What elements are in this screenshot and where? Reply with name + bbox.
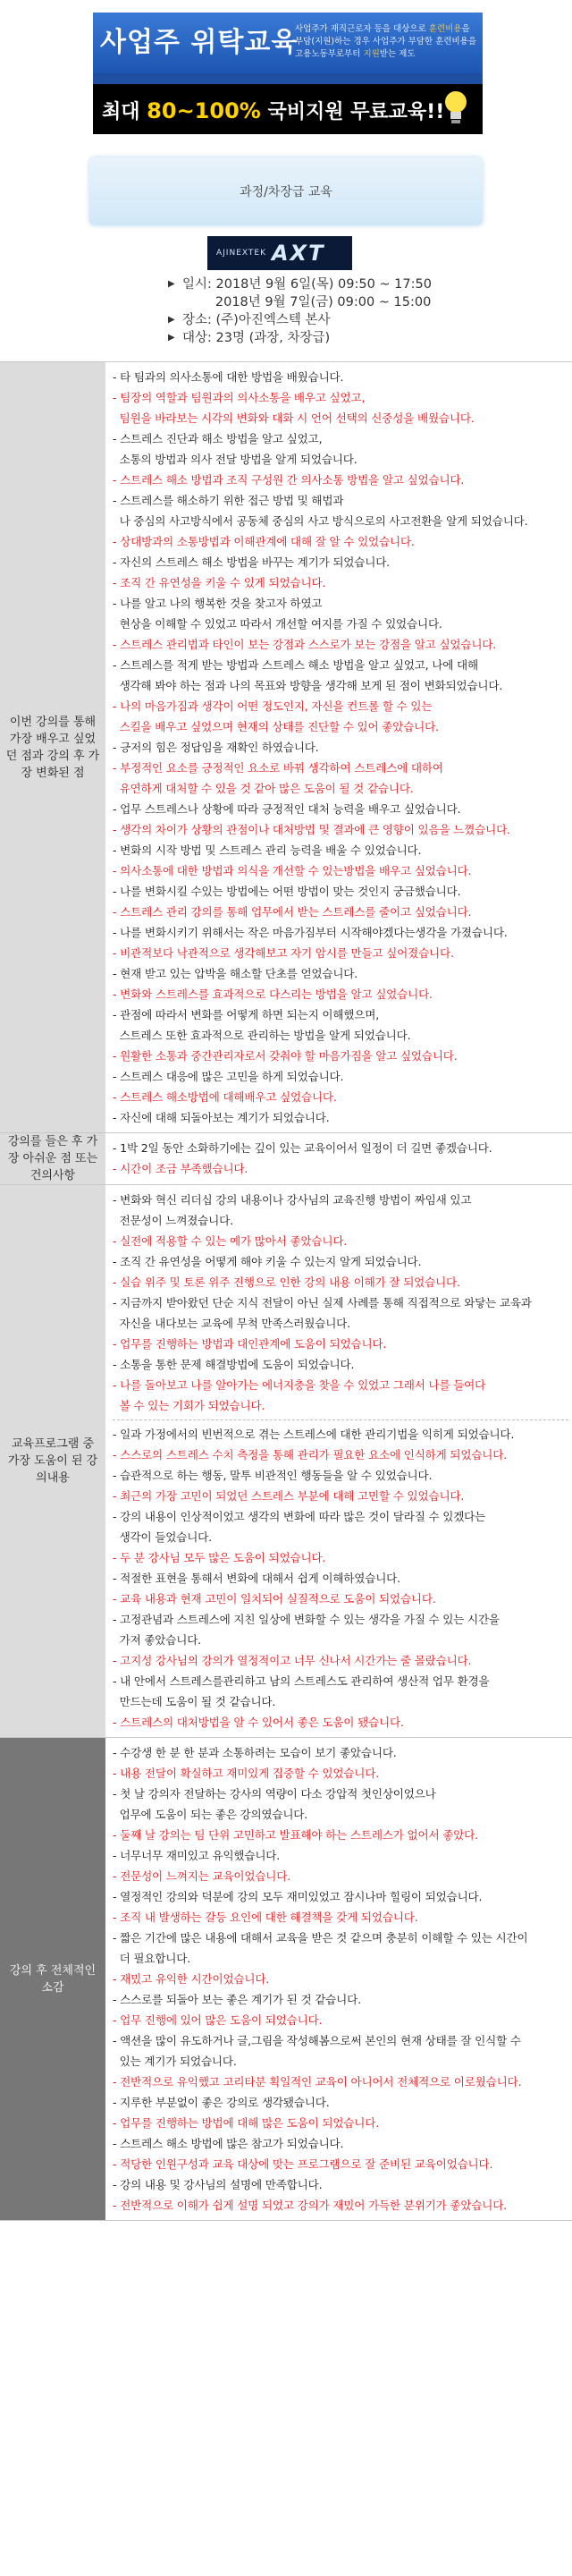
feedback-line: - 자신의 스트레스 해소 방법을 바꾸는 계기가 되었습니다.: [113, 555, 390, 569]
feedback-line: - 관점에 따라서 변화를 어떻게 하면 되는지 이해했으며,: [113, 1008, 380, 1021]
feedback-line: 팀원을 바라보는 시각의 변화와 대화 시 언어 선택의 신중성을 배웠습니다.: [113, 411, 475, 425]
bullet-triangle-icon: ▶: [168, 333, 175, 343]
feedback-line: - 타 팀과의 의사소통에 대한 방법을 배웠습니다.: [113, 370, 344, 384]
course-title: 과정/차장급 교육: [240, 185, 332, 199]
feedback-line: 더 필요합니다.: [113, 1952, 191, 1965]
section-content: [105, 1738, 572, 2220]
feedback-table: [0, 361, 572, 2221]
feedback-line: - 스트레스 진단과 해소 방법을 알고 싶었고,: [113, 432, 323, 445]
logo-company-name: AJINEXTEK: [216, 249, 266, 258]
feedback-section: [0, 362, 572, 1133]
feedback-line: 현상을 이해할 수 있었고 따라서 개선할 여지를 가질 수 있었습니다.: [113, 617, 442, 631]
feedback-line: - 스트레스 관리 강의를 통해 업무에서 받는 스트레스를 줄이고 싶었습니다.: [113, 905, 472, 919]
feedback-line: - 지루한 부분없이 좋은 강의로 생각됐습니다.: [113, 2096, 330, 2109]
feedback-line: - 지금까지 받아왔던 단순 지식 전달이 아닌 실제 사례를 통해 직접적으로 와닿는 교육과: [113, 1296, 532, 1309]
course-title-bar: [89, 157, 483, 225]
promo-banner[interactable]: [93, 13, 483, 134]
feedback-line: - 스스로의 스트레스 수치 측정을 통해 관리가 필요한 요소에 인식하게 되었습니다.: [113, 1448, 508, 1462]
feedback-line: - 조직 내 발생하는 갈등 요인에 대한 해결책을 갖게 되었습니다.: [113, 1911, 418, 1924]
feedback-line: 소통의 방법과 의사 전달 방법을 알게 되었습니다.: [113, 453, 358, 466]
feedback-line: - 변화와 스트레스를 효과적으로 다스리는 방법을 알고 싶었습니다.: [113, 987, 433, 1001]
feedback-line: - 나를 돌아보고 나를 알아가는 에너지충을 찾을 수 있었고 그래서 나를 들여다: [113, 1378, 486, 1392]
feedback-line: - 스트레스 해소 방법과 조직 구성원 간 의사소통 방법을 알고 싶었습니다.: [113, 473, 465, 487]
section-label: 강의를 들은 후 가장 아쉬운 점 또는 건의사항: [0, 1133, 105, 1184]
feedback-line: - 습관적으로 하는 행동, 말투 비관적인 행동들을 알 수 있었습니다.: [113, 1469, 433, 1482]
feedback-line: - 나의 마음가짐과 생각이 어떤 정도인지, 자신을 컨트롤 할 수 있는: [113, 699, 433, 713]
course-info: [168, 275, 432, 347]
logo-mark: AXT: [271, 241, 325, 266]
info-date-1: 일시: 2018년 9월 6일(목) 09:50 ~ 17:50: [182, 277, 432, 292]
feedback-line: - 나를 변화시키기 위해서는 작은 마음가짐부터 시작해야겠다는생각을 가졌습니다.: [113, 926, 508, 939]
feedback-section: [0, 1133, 572, 1185]
feedback-line: 업무에 도움이 되는 좋은 강의였습니다.: [113, 1808, 308, 1821]
section-content: [105, 1185, 572, 1737]
feedback-line: - 변화와 혁신 리더십 강의 내용이나 강사님의 교육진행 방법이 짜임새 있고: [113, 1193, 472, 1207]
feedback-line: - 업무 스트레스나 상황에 따라 긍정적인 대처 능력을 배우고 싶었습니다.: [113, 802, 461, 816]
feedback-line: - 고정관념과 스트레스에 지친 일상에 변화할 수 있는 생각을 가질 수 있는 시간을: [113, 1613, 500, 1626]
feedback-line: 만드는데 도움이 될 것 같습니다.: [113, 1695, 276, 1708]
feedback-line: - 두 분 강사님 모두 많은 도움이 되었습니다.: [113, 1551, 326, 1564]
feedback-line: - 짧은 기간에 많은 내용에 대해서 교육을 받은 것 같으며 충분히 이해할 수 있는 시간이: [113, 1931, 528, 1945]
feedback-line: 자신을 내다보는 교육에 무척 만족스러웠습니다.: [113, 1317, 350, 1330]
feedback-line: 스킬을 배우고 싶었으며 현재의 상태를 진단할 수 있어 좋았습니다.: [113, 720, 439, 733]
feedback-line: - 부정적인 요소를 긍정적인 요소로 바꿔 생각하여 스트레스에 대하여: [113, 761, 443, 775]
feedback-line: - 적절한 표현을 통해서 변화에 대해서 쉽게 이해하였습니다.: [113, 1572, 400, 1585]
feedback-line: - 스트레스를 적게 받는 방법과 스트레스 해소 방법을 알고 싶었고, 나에 대해: [113, 658, 478, 672]
banner-headline: 최대 80~100% 국비지원 무료교육!!: [102, 98, 445, 123]
feedback-line: - 스트레스 대응에 많은 고민을 하게 되었습니다.: [113, 1070, 344, 1083]
feedback-line: - 소통을 통한 문제 해결방법에 도움이 되었습니다.: [113, 1358, 355, 1371]
feedback-line: 유연하게 대처할 수 있을 것 같아 많은 도움이 될 것 같습니다.: [113, 782, 414, 795]
feedback-line: - 내용 전달이 확실하고 재미있게 집중할 수 있었습니다.: [113, 1767, 380, 1780]
feedback-line: - 업무를 진행하는 방법과 대인관계에 도움이 되었습니다.: [113, 1337, 387, 1351]
feedback-line: - 실습 위주 및 토론 위주 진행으로 인한 강의 내용 이해가 잘 되었습니다.: [113, 1275, 460, 1289]
group-divider: [113, 1419, 568, 1420]
feedback-line: 가져 좋았습니다.: [113, 1633, 201, 1647]
feedback-line: - 내 안에서 스트레스를관리하고 남의 스트레스도 관리하여 생산적 업무 환경을: [113, 1674, 490, 1688]
feedback-line: - 수강생 한 분 한 분과 소통하려는 모습이 보기 좋았습니다.: [113, 1746, 397, 1759]
banner-title: 사업주 위탁교육: [100, 27, 299, 58]
section-content: [105, 1133, 572, 1184]
feedback-line: - 고지성 강사님의 강의가 열정적이고 너무 신나서 시간가는 줄 몰랐습니다.: [113, 1654, 472, 1667]
feedback-line: - 시간이 조금 부족했습니다.: [113, 1162, 248, 1175]
section-label: 이번 강의를 통해 가장 배우고 싶었던 점과 강의 후 가장 변화된 점: [0, 362, 105, 1132]
feedback-line: - 재밌고 유익한 시간이었습니다.: [113, 1972, 270, 1986]
feedback-line: - 상대방과의 소통방법과 이해관계에 대해 잘 알 수 있었습니다.: [113, 535, 415, 548]
feedback-line: - 교육 내용과 현재 고민이 일치되어 실질적으로 도움이 되었습니다.: [113, 1592, 436, 1606]
section-content: [105, 362, 572, 1132]
lightbulb-icon: [440, 88, 472, 127]
feedback-line: 전문성이 느껴졌습니다.: [113, 1214, 233, 1227]
feedback-line: - 스트레스 관리법과 타인이 보는 강점과 스스로가 보는 강점을 알고 싶었습니다.: [113, 638, 497, 651]
feedback-line: - 현재 받고 있는 압박을 해소할 단초를 얻었습니다.: [113, 967, 358, 980]
feedback-line: - 스트레스 해소 방법에 많은 참고가 되었습니다.: [113, 2137, 344, 2150]
bullet-triangle-icon: ▶: [168, 279, 175, 289]
info-date-2: 2018년 9월 7일(금) 09:00 ~ 15:00: [182, 295, 432, 309]
feedback-line: - 스트레스를 해소하기 위한 접근 방법 및 해법과: [113, 494, 344, 507]
feedback-line: - 원활한 소통과 중간관리자로서 갖춰야 할 마음가짐을 알고 싶었습니다.: [113, 1049, 458, 1063]
section-label: 교육프로그램 중 가장 도움이 된 강의내용: [0, 1185, 105, 1737]
feedback-line: - 스트레스 해소방법에 대해배우고 싶었습니다.: [113, 1090, 337, 1104]
feedback-line: - 강의 내용이 인상적이었고 생각의 변화에 따라 많은 것이 달라질 수 있겠다는: [113, 1510, 486, 1523]
banner-subtitle: 사업주가 재직근로자 등을 대상으로 훈련비용을 부담(지원)하는 경우 사업주가 부담한 훈련비용을 고용노동부로부터 지원받는 제도: [295, 24, 477, 59]
feedback-line: - 1박 2일 동안 소화하기에는 깊이 있는 교육이어서 일정이 더 길면 좋겠습니다.: [113, 1141, 492, 1155]
feedback-line: - 팀장의 역할과 팀원과의 의사소통을 배우고 싶었고,: [113, 391, 366, 404]
feedback-line: - 비관적보다 낙관적으로 생각해보고 자기 암시를 만들고 싶어졌습니다.: [113, 946, 454, 960]
feedback-line: - 일과 가정에서의 빈번적으로 겪는 스트레스에 대한 관리기법을 익히게 되었습니다.: [113, 1428, 515, 1441]
feedback-line: - 스스로를 되돌아 보는 좋은 계기가 된 것 같습니다.: [113, 1993, 361, 2006]
feedback-line: - 최근의 가장 고민이 되었던 스트레스 부분에 대해 고민할 수 있었습니다.: [113, 1489, 465, 1503]
feedback-line: - 업무 진행에 있어 많은 도움이 되었습니다.: [113, 2013, 323, 2027]
feedback-line: - 둘째 날 강의는 팀 단위 고민하고 발표해야 하는 스트레스가 없어서 좋았다.: [113, 1828, 478, 1842]
feedback-line: - 나를 알고 나의 행복한 것을 찾고자 하였고: [113, 597, 323, 610]
info-location: 장소: (주)아진엑스텍 본사: [182, 313, 331, 327]
feedback-line: - 실전에 적용할 수 있는 예가 많아서 좋았습니다.: [113, 1234, 348, 1248]
feedback-section: [0, 1738, 572, 2221]
feedback-line: - 업무를 진행하는 방법에 대해 많은 도움이 되었습니다.: [113, 2116, 380, 2130]
feedback-line: - 나를 변화시킬 수있는 방법에는 어떤 방법이 맞는 것인지 궁금했습니다.: [113, 885, 461, 898]
bullet-triangle-icon: ▶: [168, 315, 175, 325]
feedback-line: - 조직 간 유연성을 키울 수 있게 되었습니다.: [113, 576, 326, 589]
company-logo: [207, 236, 352, 270]
info-target: 대상: 23명 (과장, 차장급): [182, 331, 331, 345]
feedback-line: - 의사소통에 대한 방법과 의식을 개선할 수 있는방법을 배우고 싶었습니다.: [113, 864, 472, 877]
feedback-line: 스트레스 또한 효과적으로 관리하는 방법을 알게 되었습니다.: [113, 1029, 411, 1042]
feedback-line: - 첫 날 강의자 전달하는 강사의 역량이 다소 강압적 첫인상이었으나: [113, 1787, 436, 1801]
feedback-line: - 전문성이 느껴지는 교육이었습니다.: [113, 1869, 291, 1883]
feedback-line: - 전반적으로 이해가 쉽게 설명 되었고 강의가 재밌어 가득한 분위기가 좋았습니다.: [113, 2199, 508, 2212]
feedback-line: - 액션을 많이 유도하거나 글,그림을 작성해봄으로써 본인의 현재 상태를 잘 인식할 수: [113, 2034, 521, 2047]
feedback-section: [0, 1185, 572, 1738]
feedback-line: - 변화의 시작 방법 및 스트레스 관리 능력을 배울 수 있었습니다.: [113, 843, 422, 857]
feedback-line: - 적당한 인원구성과 교육 대상에 맞는 프로그램으로 잘 준비된 교육이었습니다.: [113, 2157, 493, 2171]
feedback-line: - 너무너무 재미있고 유익했습니다.: [113, 1849, 281, 1862]
feedback-line: 볼 수 있는 기회가 되었습니다.: [113, 1399, 265, 1412]
feedback-line: - 열정적인 강의와 덕분에 강의 모두 재미있었고 잠시나마 힐링이 되었습니다.: [113, 1890, 483, 1903]
feedback-line: - 자신에 대해 되돌아보는 계기가 되었습니다.: [113, 1111, 330, 1124]
feedback-line: - 긍저의 힘은 정답임을 재확인 하였습니다.: [113, 741, 319, 754]
feedback-line: - 강의 내용 및 강사님의 설명에 만족합니다.: [113, 2178, 323, 2191]
feedback-line: 생각해 봐야 하는 점과 나의 목표와 방향을 생각해 보게 된 점이 변화되었습니다.: [113, 679, 503, 692]
feedback-line: - 스트레스의 대처방법을 알 수 있어서 좋은 도움이 됐습니다.: [113, 1716, 404, 1729]
feedback-line: 나 중심의 사고방식에서 공동체 중심의 사고 방식으로의 사고전환을 알게 되었습니다.: [113, 514, 528, 528]
section-label: 강의 후 전체적인 소감: [0, 1738, 105, 2220]
feedback-line: 생각이 들었습니다.: [113, 1530, 212, 1544]
feedback-line: - 전반적으로 유익했고 고리타분 획일적인 교육이 아니어서 전체적으로 이로웠습니다.: [113, 2075, 522, 2089]
feedback-line: 있는 계기가 되었습니다.: [113, 2055, 237, 2068]
feedback-line: - 생각의 차이가 상황의 관점이나 대처방법 및 결과에 큰 영향이 있음을 느꼈습니다.: [113, 823, 510, 836]
feedback-line: - 조직 간 유연성을 어떻게 해야 키울 수 있는지 알게 되었습니다.: [113, 1255, 422, 1268]
